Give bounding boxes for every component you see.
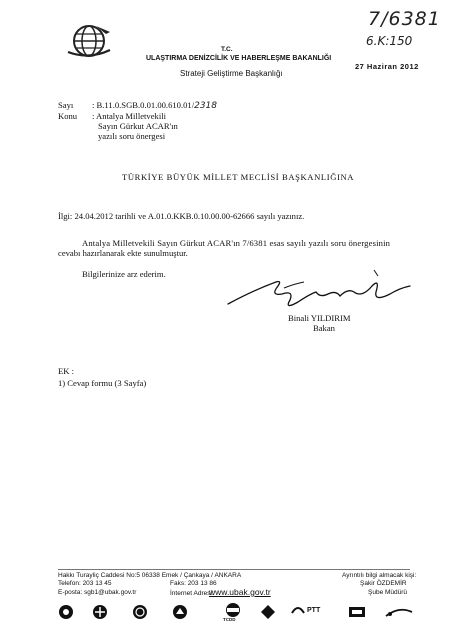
attachments-label: EK : <box>58 366 74 376</box>
footer-logos <box>58 602 418 622</box>
institution-logo-1-icon <box>58 604 74 620</box>
konu-line2: Sayın Gürkut ACAR'ın <box>98 121 178 131</box>
ministry-globe-logo-icon <box>66 22 112 62</box>
sayi-number: : B.11.0.SGB.0.01.00.610.01/ <box>92 100 195 110</box>
closing-sentence: Bilgilerinize arz ederim. <box>82 269 166 279</box>
signature-scribble <box>224 268 414 316</box>
body-paragraph-line1: Antalya Milletvekili Sayın Gürkut ACAR'ın 7/6381 esas sayılı yazılı soru önergesinin <box>82 238 391 248</box>
date-stamp: 27 Haziran 2012 <box>355 62 419 71</box>
footer-address: Hakkı Turayliç Caddesi No:5 06338 Emek / Çankaya / ANKARA <box>58 572 242 579</box>
footer-divider <box>58 569 410 570</box>
konu-line3: yazılı soru önergesi <box>98 131 166 141</box>
handwritten-code: 6.K:150 <box>366 34 413 48</box>
signatory-name: Binali YILDIRIM <box>288 313 351 323</box>
institution-logo-2-icon <box>92 604 108 620</box>
ptt-logo-text: PTT <box>307 607 321 614</box>
sayi-value <box>92 100 217 111</box>
footer-contact-title: Şube Müdürü <box>368 589 408 596</box>
header-ministry: ULAŞTIRMA DENİZCİLİK VE HABERLEŞME BAKANLIĞI <box>146 55 332 62</box>
addressee: TÜRKİYE BÜYÜK MİLLET MECLİSİ BAŞKANLIĞINA <box>122 172 355 182</box>
turksat-logo-icon <box>384 606 414 618</box>
institution-logo-4-icon <box>172 604 188 620</box>
footer-fax: Faks: 203 13 86 <box>170 580 217 587</box>
attachment-item-1: 1) Cevap formu (3 Sayfa) <box>58 378 147 388</box>
header-country: T.C. <box>221 46 233 53</box>
institution-logo-3-icon <box>132 604 148 620</box>
footer-phone: Telefon: 203 13 45 <box>58 580 112 587</box>
body-paragraph-line2: cevabı hazırlanarak ekte sunulmuştur. <box>58 248 188 258</box>
footer-email: E-posta: sgb1@ubak.gov.tr <box>58 589 137 596</box>
header-department: Strateji Geliştirme Başkanlığı <box>180 69 283 78</box>
sayi-label: Sayı <box>58 100 74 110</box>
handwritten-reference-number: 7/6381 <box>368 8 441 30</box>
institution-logo-8-icon <box>348 605 366 619</box>
signatory-title: Bakan <box>313 323 335 333</box>
footer-internet-label: İnternet Adresi: <box>170 590 214 597</box>
footer-contact-label: Ayrıntılı bilgi almacak kişi: <box>342 572 417 579</box>
konu-line1: : Antalya Milletvekili <box>92 111 166 121</box>
ilgi-reference: İlgi: 24.04.2012 tarihli ve A.01.0.KKB.0.10.00.00-62666 sayılı yazınız. <box>58 211 305 221</box>
footer-contact-name: Şakir ÖZDEMİR <box>360 580 407 587</box>
konu-label: Konu <box>58 111 78 121</box>
tcdd-logo-text: TCDD <box>223 617 236 622</box>
footer-website-link[interactable]: www.ubak.gov.tr <box>209 587 271 597</box>
ptt-logo-icon <box>290 603 306 615</box>
sayi-handwritten: 2318 <box>194 101 218 111</box>
institution-logo-6-icon <box>260 604 276 620</box>
